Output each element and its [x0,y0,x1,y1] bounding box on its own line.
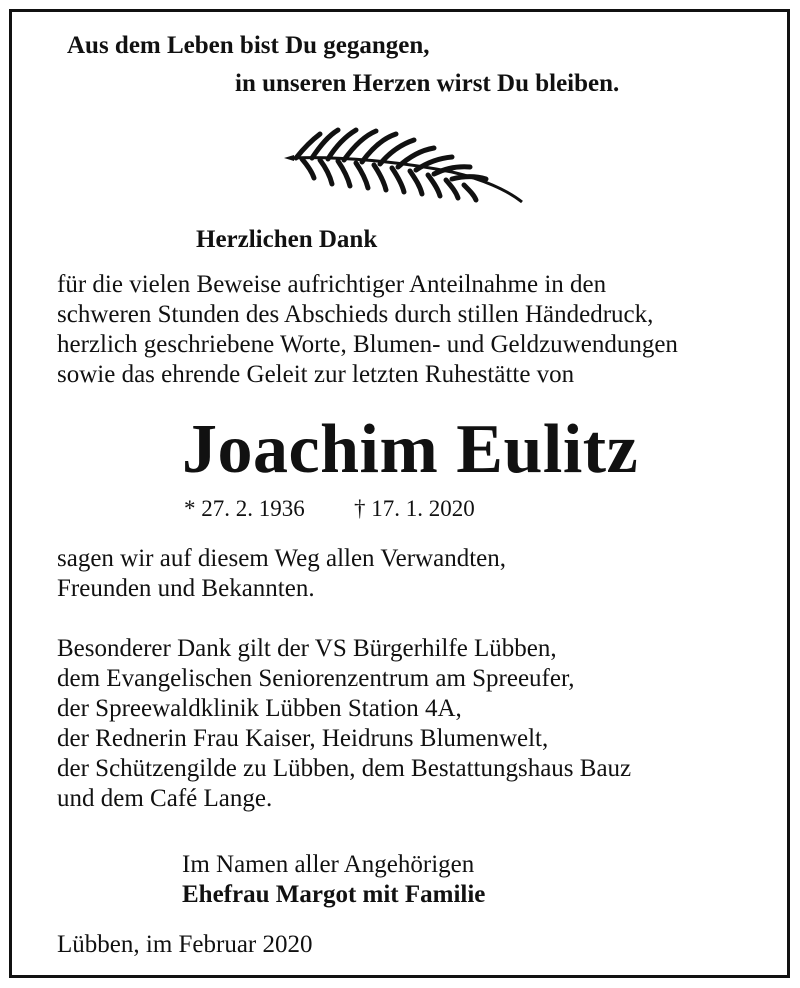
special-thanks-line: und dem Café Lange. [57,785,273,812]
signature-family: Ehefrau Margot mit Familie [182,881,486,908]
signature-intro: Im Namen aller Angehörigen [182,851,475,878]
place-date: Lübben, im Februar 2020 [57,931,313,958]
thanks-relatives-line: sagen wir auf diesem Weg allen Verwandten, [57,545,506,572]
birth-date: * 27. 2. 1936 [184,496,305,521]
thanks-relatives-line: Freunden und Bekannten. [57,575,315,602]
special-thanks-line: dem Evangelischen Seniorenzentrum am Spreeufer, [57,665,575,692]
deceased-name: Joachim Eulitz [182,411,639,488]
thanks-intro-line: schweren Stunden des Abschieds durch stillen Händedruck, [57,301,654,328]
special-thanks-line: der Spreewaldklinik Lübben Station 4A, [57,695,462,722]
heading: Herzlichen Dank [196,226,378,253]
special-thanks-line: Besonderer Dank gilt der VS Bürgerhilfe Lübben, [57,635,557,662]
thanks-intro-line: sowie das ehrende Geleit zur letzten Ruhestätte von [57,361,575,388]
motto-line-2: in unseren Herzen wirst Du bleiben. [235,70,620,97]
fern-leaf-icon [282,122,527,207]
death-date: † 17. 1. 2020 [354,496,475,521]
special-thanks-line: der Schützengilde zu Lübben, dem Bestattungshaus Bauz [57,755,632,782]
obituary-card [9,9,790,978]
thanks-intro-line: für die vielen Beweise aufrichtiger Anteilnahme in den [57,271,607,298]
thanks-intro-line: herzlich geschriebene Worte, Blumen- und Geldzuwendungen [57,331,678,358]
motto-line-1: Aus dem Leben bist Du gegangen, [67,32,430,59]
special-thanks-line: der Rednerin Frau Kaiser, Heidruns Blumenwelt, [57,725,549,752]
